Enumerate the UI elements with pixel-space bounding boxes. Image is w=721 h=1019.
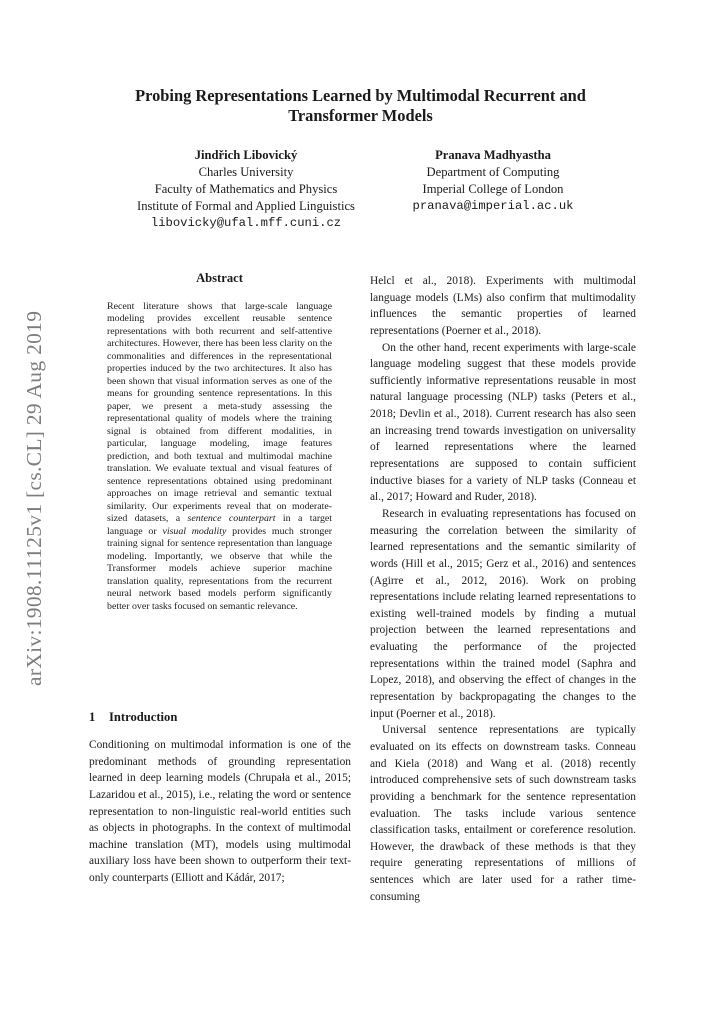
body-paragraph: Universal sentence representations are typically evaluated on its effects on downstream tasks. Conneau and Kiela (2018) and Wang et al. (2018) recently introduced comprehensive sets of such downstream tasks providing a benchmark for the sentence representation evaluation. The tasks include various sentence classification tasks, entailment or coreference resolution. However, the drawback of these methods is that they require generating representations of millions of sentences which are later used for a rather time-consuming xyxy=(370,724,636,903)
body-paragraph: Helcl et al., 2018). Experiments with multimodal language models (LMs) also confirm that multimodality influences the semantic properties of learned representations (Poerner et al., 2018). xyxy=(370,275,636,337)
body-paragraph: Research in evaluating representations has focused on measuring the correlation between the similarity of learned representations and the semantic similarity of words (Hill et al., 2015; Gerz et al., 2016) and sentences (Agirre et al., 2012, 2016). Work on probing representations include relating learned representations to existing well-trained models by finding a mutual projection between the learned representations and evaluating the performance of the projected representations within the trained model (Saphra and Lopez, 2018), and observing the effect of changes in the representation by backpropagating the changes to the input (Poerner et al., 2018). xyxy=(370,507,636,720)
author-affiliation: Department of Computing xyxy=(426,165,560,179)
paper-title xyxy=(90,86,631,126)
author-affiliation: Charles University xyxy=(198,165,294,179)
arxiv-identifier: arXiv:1908.11125v1 [cs.CL] 29 Aug 2019 xyxy=(22,310,46,686)
author-affiliation: Institute of Formal and Applied Linguistics xyxy=(137,199,355,213)
section-title: Introduction xyxy=(109,710,178,724)
title-line-1: Probing Representations Learned by Multimodal Recurrent and xyxy=(135,86,586,105)
author-name: Pranava Madhyastha xyxy=(435,148,551,162)
body-paragraph: Conditioning on multimodal information is one of the predominant methods of grounding representation learned in deep learning models (Chrupała et al., 2015; Lazaridou et al., 2015), i.e., relating the word or sentence representation to non-linguistic real-world entities such as objects in photographs. In the context of multimodal machine translation (MT), models using multimodal auxiliary loss have been shown to outperform their text-only counterparts (Elliott and Kádár, 2017; xyxy=(89,739,351,885)
author-name: Jindřich Libovický xyxy=(194,148,298,162)
section-heading-introduction xyxy=(89,710,177,725)
author-affiliation: Faculty of Mathematics and Physics xyxy=(154,182,338,196)
abstract-emphasis: sentence counterpart xyxy=(187,513,276,525)
author-email: pranava@imperial.ac.uk xyxy=(412,199,574,213)
left-column-text xyxy=(89,737,351,887)
author-block-2 xyxy=(380,147,606,215)
abstract-text: Recent literature shows that large-scale language modeling provides excellent reusable sentence representations with both recurrent and self-attentive architectures. However, there has been less clarity on the commonalities and differences in the representational properties induced by the two architectures. It also has been shown that visual information serves as one of the means for grounding sentence representations. In this paper, we present a meta-study assessing the representational quality of models where the training signal is obtained from different modalities, in particular, language modeling, image features prediction, and both textual and multimodal machine translation. We evaluate textual and visual features of sentence representations obtained using predominant approaches on image retrieval and semantic textual similarity. Our experiments reveal that on moderate-sized datasets, a xyxy=(107,301,332,525)
author-email: libovicky@ufal.mff.cuni.cz xyxy=(150,216,342,230)
abstract-heading: Abstract xyxy=(196,271,243,285)
abstract-emphasis: visual modality xyxy=(162,525,227,537)
author-affiliation: Imperial College of London xyxy=(422,182,564,196)
abstract-text: provides much stronger training signal for sentence representation than language modeling. Importantly, we observe that while the Transformer models achieve superior machine translation quality, representations from the recurrent neural network based models perform significantly better over tasks focused on semantic relevance. xyxy=(107,525,332,612)
title-line-2: Transformer Models xyxy=(288,106,433,125)
abstract-text: in a target language or xyxy=(107,513,333,537)
section-number: 1 xyxy=(89,710,96,724)
right-column-text xyxy=(370,273,636,905)
abstract-body xyxy=(107,301,332,613)
author-block-1 xyxy=(112,147,380,232)
body-paragraph: On the other hand, recent experiments with large-scale language modeling suggest that these models provide sufficiently informative representations reusable in most natural language processing (NLP) tasks (Peters et al., 2018; Devlin et al., 2018). Current research has also seen an increasing trend towards investigation on universality of learned representations where the learned representations are supposed to contain sufficient inductive biases for a variety of NLP tasks (Conneau et al., 2017; Howard and Ruder, 2018). xyxy=(370,341,636,504)
